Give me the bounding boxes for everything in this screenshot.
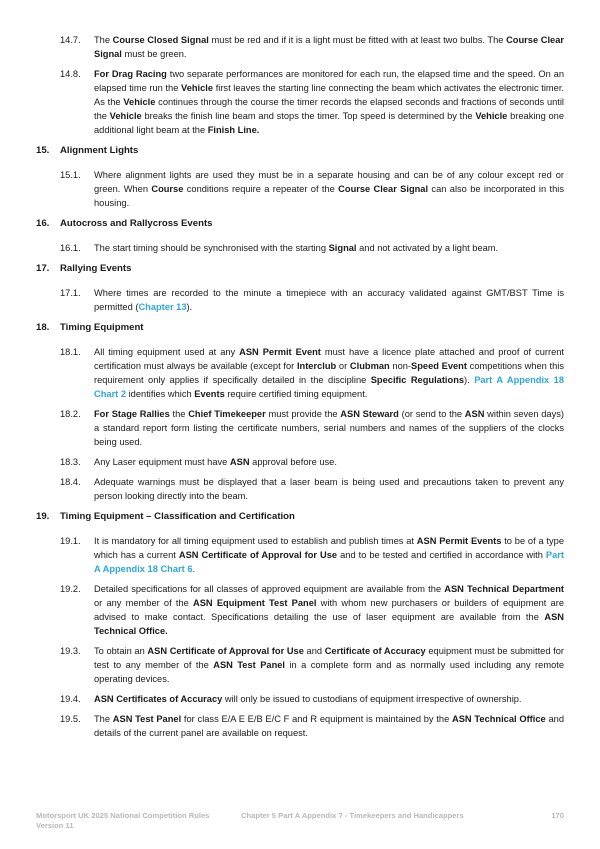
clause [36,712,564,740]
clause [36,33,564,61]
text-run: The [94,714,113,724]
clause-number: 19.1. [60,536,81,546]
text-run: or [336,361,350,371]
text-run: conditions require a repeater of the [183,184,339,194]
section-number: 16. [36,218,50,229]
clause [36,286,564,314]
section-number: 18. [36,322,50,333]
text-run: for class E/A E E/B E/C F and R equipment is maintained by the [181,714,453,724]
clause-number: 18.1. [60,347,81,357]
defined-term: Vehicle [123,97,156,107]
clause-number: 15.1. [60,170,81,180]
defined-term: ASN [464,409,485,419]
section-title: Autocross and Rallycross Events [60,218,213,229]
text-run: must have a licence plate attached and proof of current certification must always be available (except for [94,347,564,371]
clause [36,407,564,449]
clause-number: 14.8. [60,69,81,79]
text-run: breaks the finish line beam and stops the timer. Top speed is determined by the [141,111,476,121]
clause-text [94,455,564,469]
text-run: and details of the current panel are available on request. [94,714,564,738]
footer-title: Motorsport UK 2025 National Competition Rules [36,811,210,820]
clause-text [94,33,564,61]
clause-text [94,644,564,686]
section-number: 19. [36,511,50,522]
clause [36,345,564,401]
text-run: (or send to the [398,409,465,419]
text-run: must be green. [121,49,187,59]
clause-text [94,692,564,706]
document-body [36,33,564,746]
clause [36,475,564,503]
text-run: the [169,409,189,419]
defined-term: Vehicle [109,111,142,121]
section-heading [36,510,564,524]
text-run: two separate performances are monitored for each run, the elapsed time and the speed. On an elapsed time run the [94,69,564,93]
section-heading [36,321,564,335]
clause [36,241,564,255]
text-run: It is mandatory for all timing equipment used to establish and publish times at [94,536,417,546]
footer-publication [36,811,209,831]
section-title: Timing Equipment – Classification and Certification [60,511,295,522]
text-run: Any Laser equipment must have [94,457,230,467]
section-number: 15. [36,145,50,156]
text-run: must be red and if it is a light must be fitted with at least two bulbs. The [208,35,507,45]
text-run: can also be incorporated in this housing. [94,184,564,208]
text-run: Where alignment lights are used they must be in a separate housing and can be of any colour except red or green. When [94,170,564,194]
footer-version: Version 11 [36,821,74,830]
defined-term: Speed Event [411,361,467,371]
cross-reference-link[interactable]: Part A Appendix 18 Chart 2 [94,375,564,399]
text-run: approval before use. [249,457,337,467]
text-run: equipment must be submitted for test to any member of the [94,646,564,670]
section-title: Timing Equipment [60,322,144,333]
clause-number: 14.7. [60,35,81,45]
text-run: To obtain an [94,646,148,656]
section-heading [36,144,564,158]
clause [36,644,564,686]
cross-reference-link[interactable]: Chapter 13 [138,302,187,312]
defined-term: Chief Timekeeper [188,409,266,419]
text-run: first leaves the starting line connecting the beam which activates the electronic timer. As the [94,83,565,107]
clause-number: 19.4. [60,694,81,704]
defined-term: ASN Permit Event [239,347,321,357]
defined-term: ASN Certificates of Accuracy [94,694,223,704]
defined-term: Interclub [296,361,337,371]
clause-number: 16.1. [60,243,81,253]
defined-term: ASN Technical Office [452,714,546,724]
text-run: ). [186,302,193,312]
text-run: require certified timing equipment. [224,389,368,399]
defined-term: Course [151,184,184,194]
footer-page-number: 170 [551,811,564,820]
clause [36,168,564,210]
defined-term: For Stage Rallies [94,409,170,419]
clause-number: 18.3. [60,457,81,467]
section-heading [36,217,564,231]
defined-term: ASN Technical Office. [94,612,564,636]
defined-term: Specific Regulations [370,375,465,385]
clause [36,67,564,137]
clause-text [94,534,564,576]
clause-text [94,582,564,638]
text-run: or any member of the [94,598,193,608]
defined-term: ASN Steward [340,409,399,419]
cross-reference-link[interactable]: Part A Appendix 18 Chart 6 [94,550,564,574]
defined-term: Events [194,389,225,399]
defined-term: ASN Permit Events [416,536,502,546]
clause-text [94,345,564,401]
text-run: with whom new purchasers or builders of equipment are advised to make contact. Specifications detailing the use of laser equipment are available from the [94,598,564,622]
defined-term: Vehicle [475,111,508,121]
clause [36,692,564,706]
text-run: The [94,35,113,45]
clause [36,455,564,469]
section-number: 17. [36,263,50,274]
clause-text [94,168,564,210]
clause-text [94,712,564,740]
text-run: must provide the [265,409,341,419]
defined-term: Course Clear Signal [338,184,429,194]
clause-text [94,407,564,449]
defined-term: ASN Technical Department [444,584,564,594]
footer-chapter: Chapter 5 Part A Appendix 7 - Timekeepers and Handicappers [241,811,464,820]
text-run: non- [389,361,412,371]
clause-number: 19.2. [60,584,81,594]
defined-term: For Drag Racing [94,69,167,79]
defined-term: Clubman [349,361,390,371]
defined-term: ASN Test Panel [112,714,182,724]
defined-term: ASN Certificate of Approval for Use [178,550,338,560]
defined-term: Finish Line. [207,125,260,135]
clause-number: 17.1. [60,288,81,298]
clause-text [94,67,564,137]
text-run: within seven days) a standard report form listing the certificate numbers, serial numbers and names of the suppliers of the clocks being used. [94,409,564,447]
clause [36,534,564,576]
clause [36,582,564,638]
text-run: . [192,564,196,574]
text-run: and to be tested and certified in accordance with [337,550,546,560]
defined-term: Course Clear Signal [94,35,564,59]
defined-term: Certificate of Accuracy [324,646,426,656]
text-run: The start timing should be synchronised with the starting [94,243,329,253]
text-run: Adequate warnings must be displayed that a laser beam is being used and precautions taken to prevent any person looking directly into the beam. [94,477,564,501]
defined-term: Signal [328,243,357,253]
section-heading [36,262,564,276]
defined-term: Course Closed Signal [112,35,209,45]
clause-number: 19.5. [60,714,81,724]
text-run: Detailed specifications for all classes of approved equipment are available from the [94,584,445,594]
section-title: Rallying Events [60,263,132,274]
defined-term: ASN Test Panel [213,660,286,670]
clause-number: 18.4. [60,477,81,487]
text-run: Where times are recorded to the minute a timepiece with an accuracy validated against GMT/BST Time is permitted ( [94,288,564,312]
text-run: All timing equipment used at any [94,347,240,357]
text-run: continues through the course the timer records the elapsed seconds and fractions of seconds until the [94,97,564,121]
clause-text [94,475,564,503]
text-run: and [303,646,325,656]
text-run: ). [464,375,475,385]
defined-term: ASN [229,457,250,467]
text-run: and not activated by a light beam. [356,243,499,253]
clause-number: 19.3. [60,646,81,656]
clause-text [94,286,564,314]
text-run: to be of a type which has a current [94,536,564,560]
text-run: breaking one additional light beam at the [94,111,565,135]
text-run: in a complete form and as normally used including any remote operating devices. [94,660,564,684]
text-run: identifies which [126,389,195,399]
clause-number: 18.2. [60,409,81,419]
defined-term: Vehicle [181,83,214,93]
clause-text [94,241,564,255]
section-title: Alignment Lights [60,145,139,156]
text-run: competitions when this requirement only applies if specifically detailed in the discipline [94,361,564,385]
defined-term: ASN Certificate of Approval for Use [147,646,304,656]
defined-term: ASN Equipment Test Panel [193,598,317,608]
text-run: will only be issued to custodians of equipment irrespective of ownership. [222,694,522,704]
